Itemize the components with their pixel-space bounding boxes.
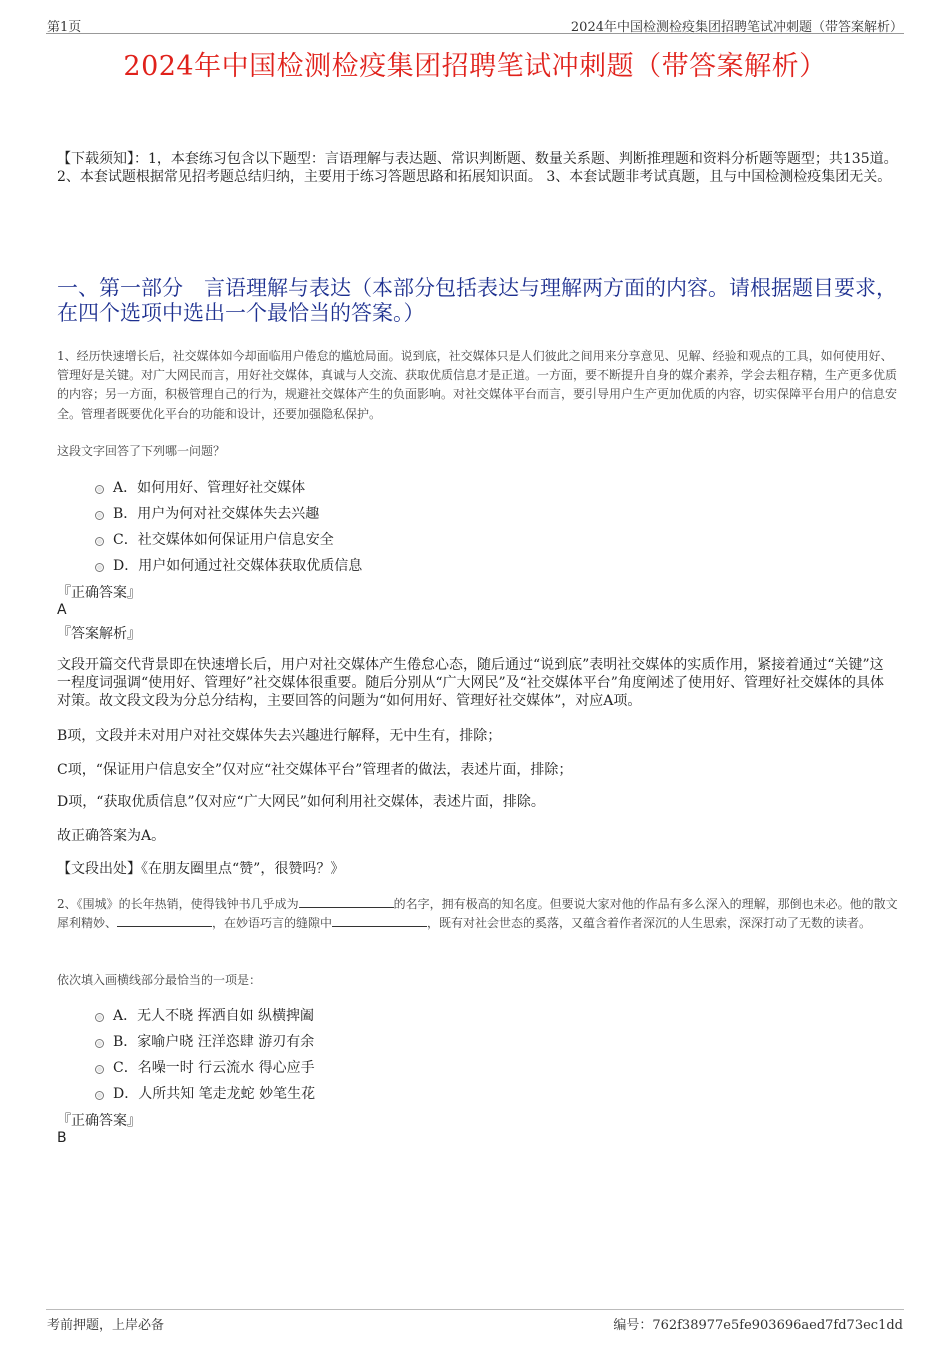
section-heading: 一、第一部分 言语理解与表达（本部分包括表达与理解两方面的内容。请根据题目要求，在四个选项中选出一个最恰当的答案。） (57, 276, 897, 325)
footer-slogan: 考前押题，上岸必备 (47, 1318, 165, 1333)
question-2-text (57, 895, 899, 933)
option-letter: A． (113, 480, 138, 496)
analysis-paragraph: B项，文段并未对用户对社交媒体失去兴趣进行解释，无中生有，排除； (57, 728, 502, 744)
radio-button-icon[interactable] (95, 537, 104, 546)
option-text: 如何用好、管理好社交媒体 (137, 480, 306, 496)
option-text: 名噪一时 行云流水 得心应手 (137, 1060, 315, 1076)
footer-divider (46, 1309, 904, 1310)
header-doc-title: 2024年中国检测检疫集团招聘笔试冲刺题（带答案解析） (570, 20, 903, 35)
option-letter: D． (113, 1086, 139, 1102)
header-divider (46, 33, 904, 34)
radio-button-icon[interactable] (95, 1065, 104, 1074)
radio-button-icon[interactable] (95, 1039, 104, 1048)
question-2-option-d[interactable] (95, 1083, 315, 1103)
correct-answer: A (57, 602, 67, 618)
radio-button-icon[interactable] (95, 485, 104, 494)
radio-button-icon[interactable] (95, 1013, 104, 1022)
question-1-prompt: 这段文字回答了下列哪一问题？ (57, 444, 226, 458)
option-letter: D． (113, 558, 139, 574)
question-text-segment: ，在妙语巧言的缝隙中 (212, 916, 333, 931)
question-text-segment: ，既有对社会世态的奚落，又蕴含着作者深沉的人生思索，深深打动了无数的读者。 (427, 916, 872, 931)
radio-button-icon[interactable] (95, 563, 104, 572)
option-text: 用户为何对社交媒体失去兴趣 (137, 506, 320, 522)
question-1-option-c[interactable] (95, 529, 334, 549)
question-1-option-a[interactable] (95, 477, 305, 497)
correct-answer: B (57, 1130, 67, 1146)
radio-button-icon[interactable] (95, 1091, 104, 1100)
option-text: 用户如何通过社交媒体获取优质信息 (138, 558, 363, 574)
option-letter: C． (113, 1060, 138, 1076)
fill-blank (332, 914, 427, 927)
analysis-paragraph: 文段开篇交代背景即在快速增长后，用户对社交媒体产生倦怠心态，随后通过“说到底”表明社交媒体的实质作用，紧接着通过“关键”这一程度词强调“使用好、管理好”社交媒体很重要。随后分别从“广大网民”及“社交媒体平台”角度阐述了使用好、管理好社交媒体的具体对策。故文段文段为分总分结构，主要回答的问题为“如何用好、管理好社交媒体”，对应A项。 (57, 657, 884, 709)
passage-source: 【文段出处】《在朋友圈里点“赞”，很赞吗？》 (57, 861, 345, 877)
radio-button-icon[interactable] (95, 511, 104, 520)
fill-blank (117, 914, 212, 927)
analysis-paragraph: C项，“保证用户信息安全”仅对应“社交媒体平台”管理者的做法，表述片面，排除； (57, 762, 573, 778)
question-2-prompt: 依次填入画横线部分最恰当的一项是： (57, 973, 262, 987)
correct-answer-label: 『正确答案』 (57, 1113, 141, 1129)
document-title: 2024年中国检测检疫集团招聘笔试冲刺题（带答案解析） (123, 51, 827, 82)
correct-answer-label: 『正确答案』 (57, 585, 141, 601)
question-1-option-b[interactable] (95, 503, 319, 523)
option-letter: C． (113, 532, 138, 548)
question-1-text: 1、经历快速增长后，社交媒体如今却面临用户倦怠的尴尬局面。说到底，社交媒体只是人们彼此之间用来分享意见、见解、经验和观点的工具，如何使用好、管理好是关键。对广大网民而言，用好社交媒体，真诚与人交流、获取优质信息才是正道。一方面，要不断提升自身的媒介素养，学会去粗存精，生产更多优质的内容；另一方面，积极管理自己的行为，规避社交媒体产生的负面影响。对社交媒体平台而言，要引导用户生产更加优质的内容，切实保障平台用户的信息安全。管理者既要优化平台的功能和设计，还要加强隐私保护。 (57, 349, 898, 421)
question-1-option-d[interactable] (95, 555, 362, 575)
option-text: 人所共知 笔走龙蛇 妙笔生花 (138, 1086, 316, 1102)
question-2-option-b[interactable] (95, 1031, 314, 1051)
fill-blank (299, 895, 394, 908)
option-letter: B． (113, 506, 138, 522)
option-text: 家喻户晓 汪洋恣肆 游刃有余 (137, 1034, 315, 1050)
question-text-segment: 2、《围城》的长年热销，使得钱钟书几乎成为 (57, 897, 299, 911)
answer-analysis-label: 『答案解析』 (57, 626, 141, 642)
question-2-option-a[interactable] (95, 1005, 314, 1025)
page-number: 第1页 (47, 20, 82, 35)
question-2-option-c[interactable] (95, 1057, 315, 1077)
option-letter: B． (113, 1034, 138, 1050)
option-text: 无人不晓 挥洒自如 纵横捭阖 (137, 1008, 315, 1024)
download-notice: 【下载须知】：1，本套练习包含以下题型：言语理解与表达题、常识判断题、数量关系题、判断推理题和资料分析题等题型；共135道。 2、本套试题根据常见招考题总结归纳，主要用于练习答题思路和拓展知识面。 3、本套试题非考试真题，且与中国检测检疫集团无关。 (57, 151, 898, 185)
option-letter: A． (113, 1008, 138, 1024)
document-id: 编号：762f38977e5fe903696aed7fd73ec1dd (613, 1318, 903, 1333)
analysis-paragraph: D项，“获取优质信息”仅对应“广大网民”如何利用社交媒体，表述片面，排除。 (57, 794, 545, 810)
question-text-segment: 的名字，拥有极高的知名度。但要说大家对他的作品有多么深入的理解，那倒也未必。他的散文犀利精妙、 (57, 897, 898, 931)
option-text: 社交媒体如何保证用户信息安全 (137, 532, 334, 548)
analysis-conclusion: 故正确答案为A。 (57, 828, 166, 844)
